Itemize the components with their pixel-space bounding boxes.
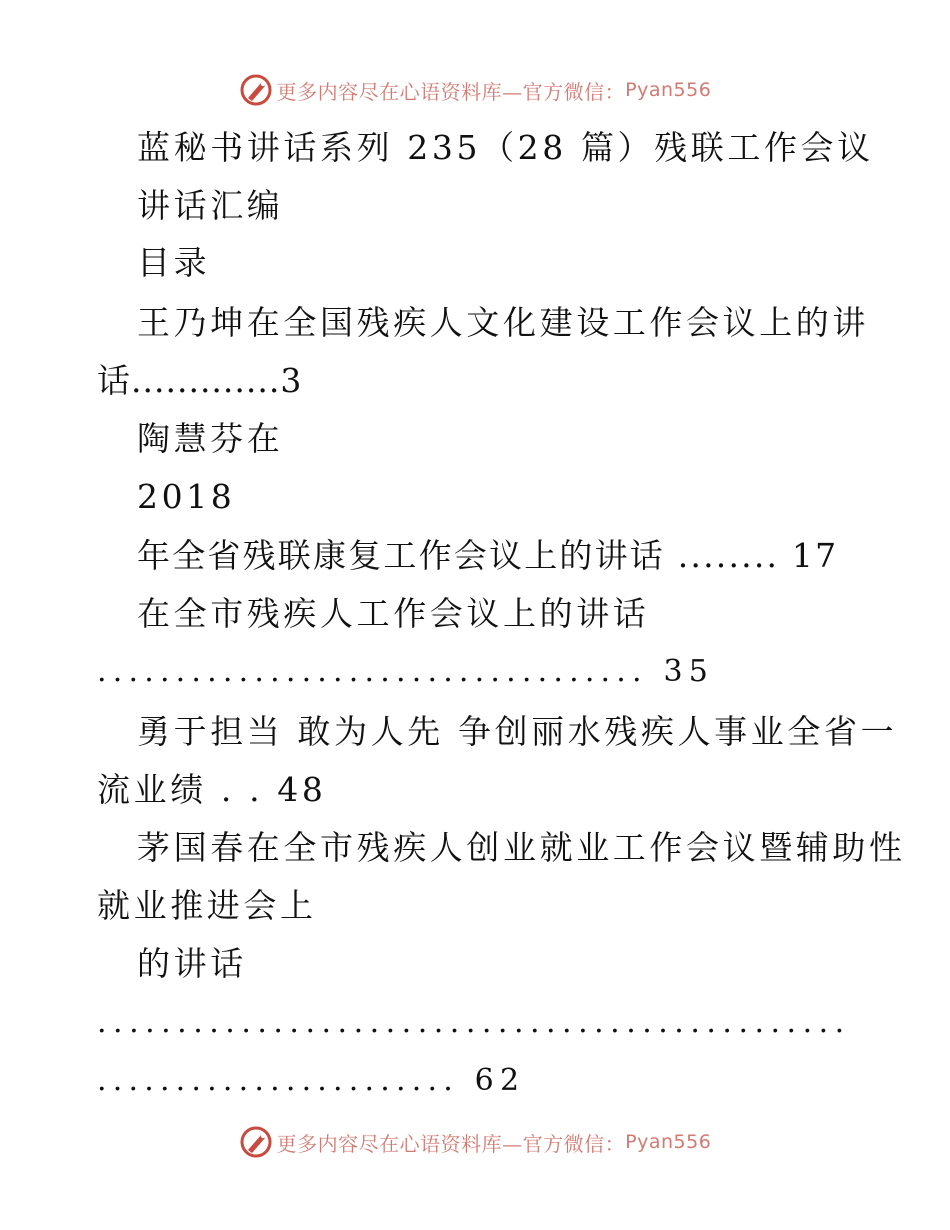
- watermark-brand: Pyan556: [625, 79, 712, 101]
- toc-entry-1-line1: 王乃坤在全国残疾人文化建设工作会议上的讲: [137, 303, 869, 342]
- toc-entry-5-line5: ....................... 62: [97, 1063, 526, 1098]
- toc-entry-5-line4: ...............................................: [97, 1005, 851, 1040]
- toc-entry-5-line2: 就业推进会上: [97, 886, 317, 925]
- watermark-text: 更多内容尽在心语资料库—官方微信：: [276, 79, 626, 104]
- toc-entry-2-line3: 年全省残联康复工作会议上的讲话 ........ 17: [137, 536, 839, 575]
- watermark-footer: [0, 1122, 950, 1162]
- toc-entry-5-line3: 的讲话: [137, 944, 247, 983]
- document-title-line2: 讲话汇编: [137, 186, 284, 225]
- toc-entry-3-line1: 在全市残疾人工作会议上的讲话: [137, 594, 650, 633]
- toc-heading: 目录: [137, 243, 211, 282]
- toc-entry-2-line1: 陶慧芬在: [137, 419, 284, 458]
- toc-entry-2-line2: 2018: [137, 477, 236, 516]
- pen-circle-logo-icon: [239, 1125, 273, 1159]
- watermark-text: 更多内容尽在心语资料库—官方微信：: [276, 1131, 626, 1156]
- document-title-line1: 蓝秘书讲话系列 235（28 篇）残联工作会议: [137, 128, 874, 167]
- watermark-brand: Pyan556: [625, 1131, 712, 1153]
- watermark-header: [0, 70, 950, 110]
- toc-entry-4-line1: 勇于担当 敢为人先 争创丽水残疾人事业全省一: [137, 712, 898, 751]
- pen-circle-logo-icon: [239, 73, 273, 107]
- toc-entry-5-line1: 茅国春在全市残疾人创业就业工作会议暨辅助性: [137, 828, 906, 867]
- toc-entry-3-line2: ................................... 35: [97, 654, 715, 689]
- toc-entry-1-line2: 话.............3: [97, 361, 303, 400]
- toc-entry-4-line2: 流业绩 . . 48: [97, 770, 327, 809]
